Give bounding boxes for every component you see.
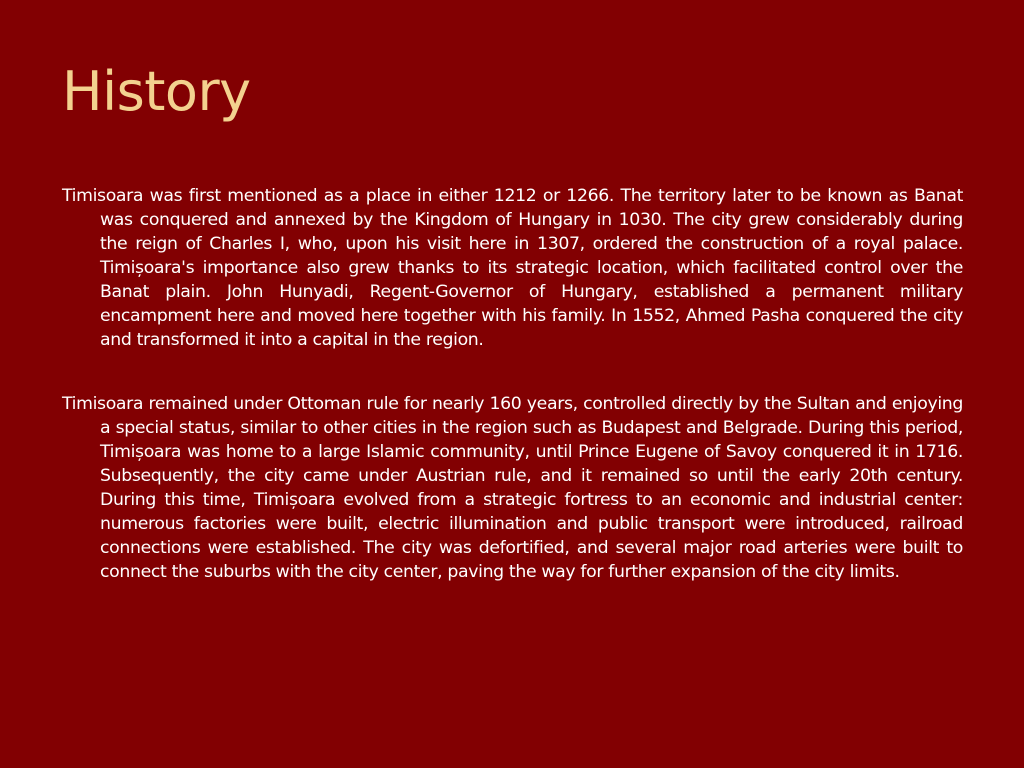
- slide-body: [62, 184, 963, 624]
- paragraph-early-history: Timisoara was first mentioned as a place in either 1212 or 1266. The territory later to be known as Banat was conquered and annexed by the Kingdom of Hungary in 1030. The city grew considerably during the reign of Charles I, who, upon his visit here in 1307, ordered the construction of a royal palace. Timișoara's importance also grew thanks to its strategic location, which facilitated control over the Banat plain. John Hunyadi, Regent-Governor of Hungary, established a permanent military encampment here and moved here together with his family. In 1552, Ahmed Pasha conquered the city and transformed it into a capital in the region.: [62, 186, 963, 350]
- slide-title: History: [62, 60, 251, 123]
- paragraph-ottoman-austrian-rule: Timisoara remained under Ottoman rule for nearly 160 years, controlled directly by the Sultan and enjoying a special status, similar to other cities in the region such as Budapest and Belgrade. During this period, Timișoara was home to a large Islamic community, until Prince Eugene of Savoy conquered it in 1716. Subsequently, the city came under Austrian rule, and it remained so until the early 20th century. During this time, Timișoara evolved from a strategic fortress to an economic and industrial center: numerous factories were built, electric illumination and public transport were introduced, railroad connections were established. The city was defortified, and several major road arteries were built to connect the suburbs with the city center, paving the way for further expansion of the city limits.: [62, 394, 963, 582]
